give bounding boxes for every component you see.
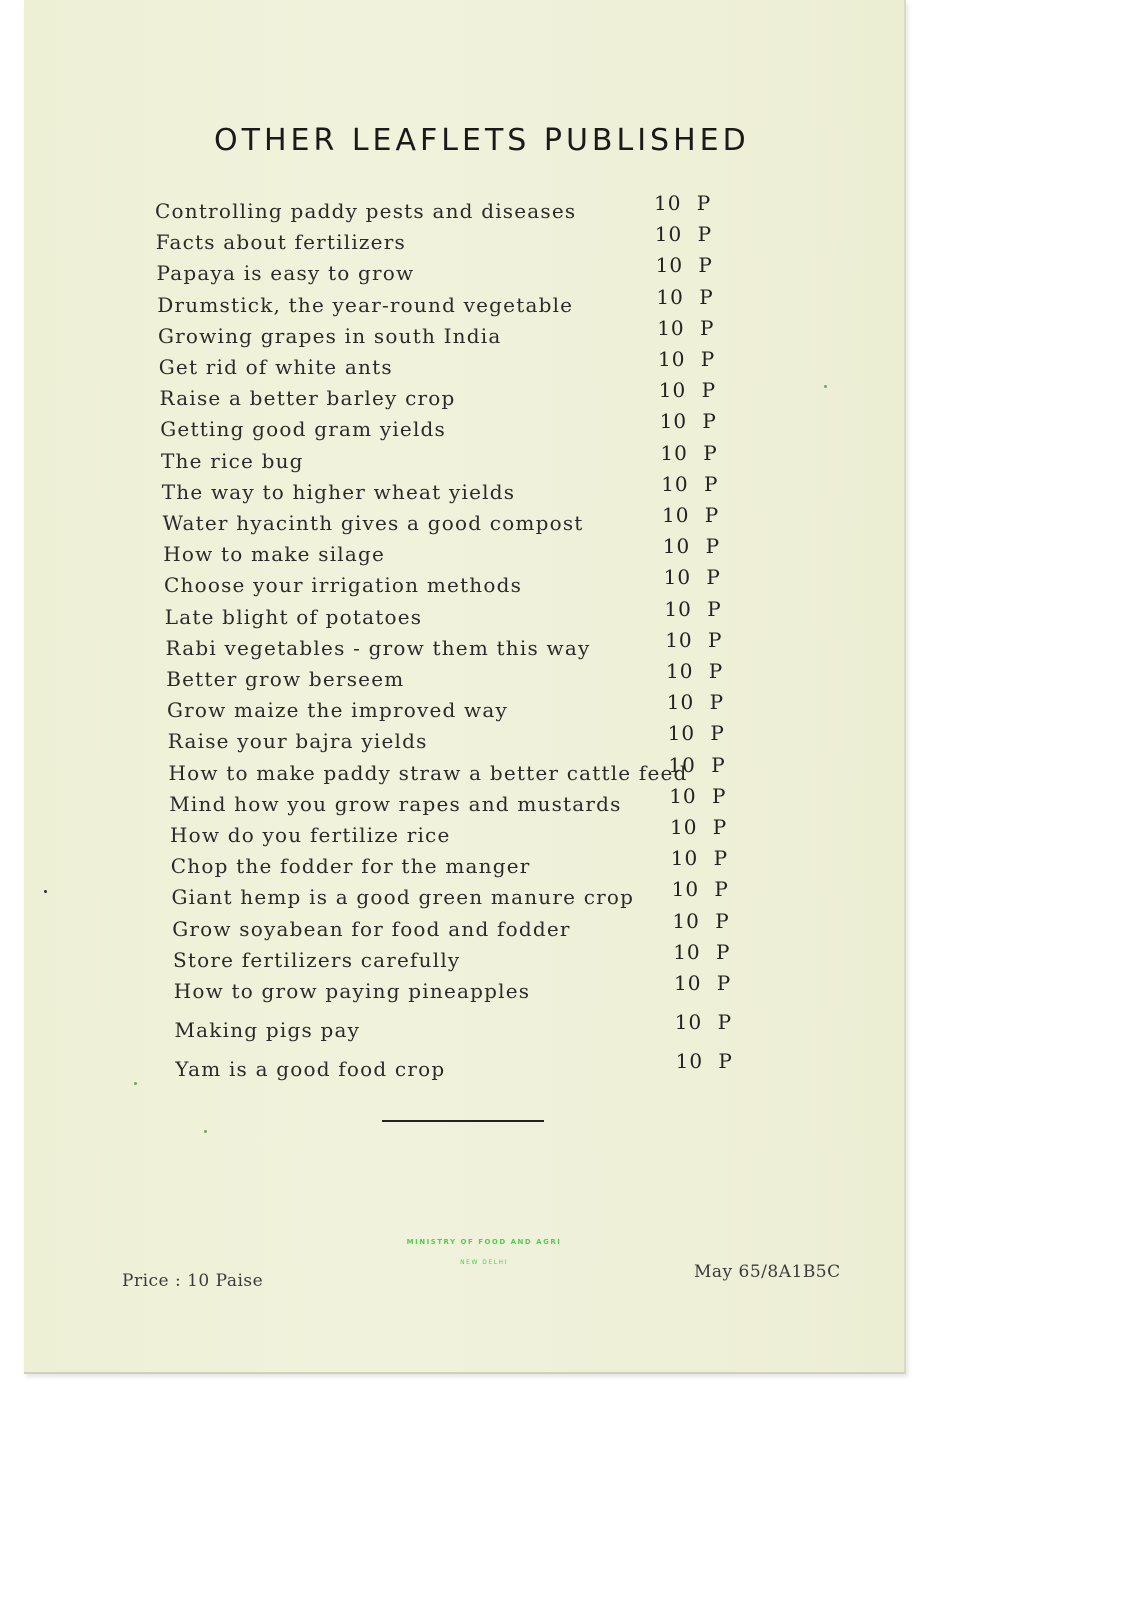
leaflet-title: Growing grapes in south India: [158, 323, 502, 348]
page-title: OTHER LEAFLETS PUBLISHED: [214, 123, 750, 158]
leaflet-title: Drumstick, the year-round vegetable: [157, 292, 574, 317]
footer-price: Price : 10 Paise: [122, 1271, 264, 1291]
divider-rule: [382, 1120, 544, 1122]
leaflet-price: 10 P: [664, 596, 722, 621]
leaflet-price: 10 P: [671, 877, 729, 902]
leaflet-row: [24, 284, 904, 323]
leaflet-price: 10 P: [667, 721, 725, 746]
leaflet-price: 10 P: [672, 908, 730, 933]
leaflet-title: Store fertilizers carefully: [173, 947, 461, 972]
leaflet-price: 10 P: [659, 409, 717, 434]
leaflet-title: Yam is a good food crop: [175, 1057, 446, 1082]
leaflet-row: [24, 253, 904, 291]
leaflet-price: 10 P: [658, 378, 717, 403]
leaflet-back-page: [24, 0, 906, 1374]
leaflet-title: Grow maize the improved way: [167, 698, 508, 723]
leaflet-row: [24, 409, 904, 447]
leaflet-title: The way to higher wheat yields: [161, 479, 516, 504]
leaflet-row: [24, 627, 904, 666]
leaflet-row: [24, 971, 904, 1009]
leaflet-title: Grow soyabean for food and fodder: [172, 916, 571, 941]
leaflet-row: [24, 815, 904, 853]
leaflet-title: Giant hemp is a good green manure crop: [171, 885, 635, 910]
leaflet-title: Raise a better barley crop: [159, 386, 456, 411]
ink-speck: [134, 1082, 137, 1085]
leaflet-title: Facts about fertilizers: [155, 230, 406, 255]
leaflet-title: Late blight of potatoes: [164, 604, 423, 629]
leaflet-price: 10 P: [670, 815, 728, 839]
leaflet-price: 10 P: [675, 1049, 733, 1074]
leaflet-row: [24, 783, 904, 822]
leaflet-title: Get rid of white ants: [158, 355, 393, 379]
leaflet-price: 10 P: [674, 971, 732, 995]
leaflet-row: [24, 939, 904, 978]
leaflet-title: Rabi vegetables - grow them this way: [165, 635, 591, 660]
leaflet-row: [24, 752, 904, 791]
ink-speck: [44, 890, 47, 893]
leaflet-price: 10 P: [655, 253, 713, 278]
ink-speck: [204, 1130, 207, 1133]
leaflet-price: 10 P: [674, 1010, 733, 1035]
leaflet-price: 10 P: [661, 471, 719, 496]
leaflet-price: 10 P: [666, 690, 725, 715]
leaflet-row: [24, 565, 904, 603]
leaflet-price: 10 P: [660, 440, 718, 465]
leaflet-price: 10 P: [673, 939, 731, 964]
leaflet-price: 10 P: [670, 846, 729, 871]
leaflet-price: 10 P: [654, 222, 713, 247]
leaflet-title: Raise your bajra yields: [167, 729, 428, 754]
leaflet-row: [24, 378, 904, 416]
leaflet-row: [24, 1049, 904, 1087]
leaflet-row: [24, 347, 904, 385]
leaflet-row: [24, 534, 904, 572]
leaflet-title: How to make silage: [163, 542, 386, 567]
leaflet-price: 10 P: [669, 783, 727, 808]
leaflet-row: [24, 191, 904, 229]
leaflet-price: 10 P: [658, 347, 716, 371]
leaflet-list: [24, 0, 904, 1372]
leaflet-title: Chop the fodder for the manger: [170, 854, 531, 879]
leaflet-row: [24, 596, 904, 635]
leaflet-title: How do you fertilize rice: [170, 823, 451, 847]
leaflet-price: 10 P: [656, 284, 714, 309]
leaflet-title: Getting good gram yields: [160, 417, 447, 442]
leaflet-title: How to make paddy straw a better cattle feed: [168, 760, 688, 785]
leaflet-row: [24, 222, 904, 260]
leaflet-title: Papaya is easy to grow: [156, 261, 415, 286]
leaflet-price: 10 P: [663, 565, 721, 590]
leaflet-row: [24, 721, 904, 759]
stamp-line-2: NEW DELHI: [460, 1259, 508, 1266]
leaflet-title: Water hyacinth gives a good compost: [162, 511, 584, 535]
leaflet-title: How to grow paying pineapples: [173, 979, 531, 1003]
leaflet-title: Making pigs pay: [174, 1018, 361, 1043]
footer-code: May 65/8A1B5C: [694, 1262, 841, 1282]
leaflet-price: 10 P: [657, 315, 715, 340]
leaflet-title: Choose your irrigation methods: [164, 573, 523, 598]
leaflet-row: [24, 877, 904, 915]
leaflet-row: [24, 846, 904, 884]
leaflet-price: 10 P: [654, 191, 712, 215]
leaflet-price: 10 P: [662, 503, 720, 527]
leaflet-row: [24, 690, 904, 728]
stamp-line-1: MINISTRY OF FOOD AND AGRI: [406, 1238, 562, 1246]
ink-speck: [824, 385, 827, 388]
leaflet-title: The rice bug: [161, 448, 304, 473]
leaflet-price: 10 P: [665, 627, 723, 652]
leaflet-price: 10 P: [666, 659, 724, 683]
leaflet-row: [24, 471, 904, 510]
leaflet-row: [24, 440, 904, 479]
leaflet-row: [24, 659, 904, 697]
ministry-stamp: [364, 1238, 604, 1266]
leaflet-row: [24, 1010, 904, 1048]
leaflet-title: Controlling paddy pests and diseases: [155, 199, 577, 223]
leaflet-title: Better grow berseem: [166, 667, 405, 691]
leaflet-price: 10 P: [668, 752, 726, 777]
leaflet-row: [24, 908, 904, 947]
leaflet-row: [24, 315, 904, 354]
leaflet-price: 10 P: [662, 534, 721, 559]
leaflet-title: Mind how you grow rapes and mustards: [169, 791, 622, 816]
leaflet-row: [24, 503, 904, 541]
